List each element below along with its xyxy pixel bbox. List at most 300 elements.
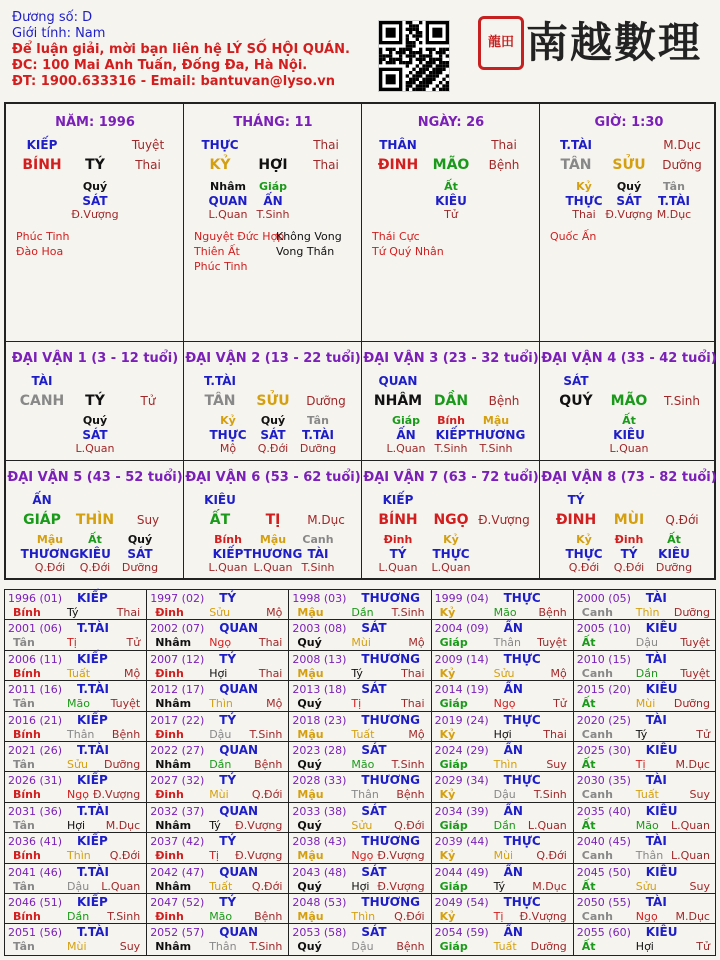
year-stage: Đ.Vượng [519,910,567,923]
hidden-stem: Ất [622,414,636,427]
year-god: SÁT [361,925,387,940]
year-cell [574,772,716,802]
hidden-stage: L.Quan [75,442,115,455]
year-chi: Tuất [67,666,91,680]
pillar-stage: Thai [135,158,161,172]
daivan-stage: T.Sinh [664,394,700,408]
daivan-top-god: QUAN [378,374,418,388]
year-cell [289,864,431,894]
year-label: 2005 (10) [576,622,631,636]
daivan-can: NHÂM [373,393,423,409]
hidden-stage: L.Quan [386,442,426,455]
daivan-top-god: TÝ [567,493,585,507]
hidden-stem: Kỷ [576,533,592,546]
year-chi: Thân [493,636,521,650]
hidden-stage: T.Sinh [434,442,468,455]
year-cell [289,620,431,650]
year-label: 2034 (39) [434,804,489,818]
year-cell [147,864,289,894]
hidden-stem: Giáp [258,180,288,193]
year-label: 2043 (48) [292,865,347,879]
pillar-can: BÍNH [22,157,62,173]
year-cell [289,590,431,620]
hidden-stage: L.Quan [208,561,248,574]
year-stage: Q.Đới [251,879,283,893]
hidden-god: KIÊU [435,194,467,208]
pillar-top-stage: Tuyệt [131,138,165,152]
pillar-top-god: THÂN [379,138,417,152]
year-god: T.TÀI [77,621,109,636]
year-chi: Thìn [67,849,91,863]
hidden-stage: Mộ [219,442,237,455]
year-stage: M.Dục [675,758,710,771]
year-stage: L.Quan [527,818,567,832]
year-chi: Mùi [351,636,371,650]
star-label: Tứ Quý Nhân [372,245,444,258]
daivan-title: ĐẠI VẬN 6 (53 - 62 tuổi) [185,470,361,485]
year-cell [5,681,147,711]
daivan-can: QUÝ [559,393,593,409]
year-can: Nhâm [155,879,192,893]
header-line: Để luận giải, mời bạn liên hệ LÝ SỐ HỘI QUÁN. [12,42,350,57]
year-label: 1997 (02) [150,592,205,605]
year-can: Mậu [297,727,324,741]
year-cell [5,924,147,954]
daivan-stage: Bệnh [488,394,520,408]
year-chi: Tị [67,636,77,650]
year-can: Canh [581,666,613,680]
year-label: 2025 (30) [576,744,631,757]
year-label: 2018 (23) [292,713,347,727]
star-label: Quốc Ấn [550,230,597,243]
hidden-god: T.TÀI [658,194,690,208]
year-stage: Bệnh [254,758,283,771]
year-cell [432,742,574,772]
star-label: Thái Cực [372,230,420,243]
daivan-chi: DẦN [433,393,469,409]
daivan-chi: TỊ [265,512,281,528]
year-stage: Suy [119,940,141,954]
year-cell [147,620,289,650]
hidden-stage: T.Sinh [301,561,335,574]
year-can: Quý [297,940,322,954]
year-label: 2001 (06) [8,622,63,636]
year-label: 2036 (41) [8,835,63,849]
year-cell [147,772,289,802]
pillar-stage: Dưỡng [662,158,702,172]
year-can: Kỷ [439,910,456,923]
year-god: QUAN [219,621,259,636]
star-label: Nguyệt Đức Hợp [194,230,285,243]
hidden-stage: M.Dục [656,208,692,221]
year-label: 2039 (44) [434,835,489,849]
daivan-stage: Dưỡng [306,394,346,408]
year-chi: Tuất [351,727,375,741]
year-label: 2052 (57) [150,926,205,940]
hidden-stem: Bính [214,533,242,546]
hidden-stage: Đ.Vượng [71,208,119,221]
year-cell [574,833,716,863]
year-stage: Suy [689,788,710,802]
year-label: 2019 (24) [434,713,489,727]
year-can: Đinh [155,606,184,619]
year-label: 2040 (45) [576,835,631,849]
year-can: Giáp [439,697,468,711]
year-can: Ất [581,879,596,893]
hidden-stem: Mậu [259,533,287,546]
chart-cell [362,342,540,461]
hidden-stage: Q.Đới [79,561,111,574]
year-god: THƯƠNG [361,651,421,666]
year-stage: Tuyệt [680,666,710,680]
year-chi: Dậu [635,636,658,650]
year-god: T.TÀI [77,925,109,940]
year-stage: T.Sinh [533,788,567,802]
hidden-stem: Ất [444,180,458,193]
year-can: Nhâm [155,636,192,650]
year-stage: Tuyệt [537,636,567,650]
year-label: 2017 (22) [150,713,205,727]
year-label: 2013 (18) [292,683,347,697]
hidden-god: THỰC [209,428,247,442]
year-cell [5,864,147,894]
year-can: Kỷ [439,788,456,802]
daivan-can: GIÁP [23,512,61,528]
hidden-stem: Đinh [383,533,413,546]
year-stage: Q.Đới [251,788,283,802]
year-cell [574,590,716,620]
year-cell [5,803,147,833]
year-can: Kỷ [439,666,456,680]
hidden-god: THƯƠNG [243,547,303,561]
pillar-stage: Thai [313,158,339,172]
year-can: Kỷ [439,727,456,741]
header-line: Giới tính: Nam [12,26,106,41]
hidden-stage: Thai [572,208,596,221]
hidden-stage: Đ.Vượng [605,208,653,221]
hidden-stem: Canh [302,533,334,546]
year-chi: Mão [209,910,233,923]
year-god: THƯƠNG [361,834,421,849]
year-chi: Tuất [493,940,517,954]
qr-code-icon [378,20,450,92]
year-can: Đinh [155,849,184,863]
chart-cell [540,461,716,580]
year-stage: Mộ [266,606,283,619]
seal-stamp: 龍田 [478,16,524,70]
year-can: Giáp [439,818,468,832]
year-can: Đinh [155,788,184,802]
year-cell [574,651,716,681]
year-cell [432,864,574,894]
chart-cell [6,104,184,342]
year-stage: M.Dục [675,910,710,923]
year-label: 2044 (49) [434,865,489,879]
year-god: THƯƠNG [361,773,421,788]
year-can: Bính [13,727,41,741]
hidden-stage: Q.Đới [568,561,600,574]
year-chi: Mùi [67,940,87,954]
year-can: Bính [13,910,41,923]
year-stage: Thai [543,727,567,741]
daivan-title: ĐẠI VẬN 2 (13 - 22 tuổi) [185,351,361,366]
pillar-chi: TÝ [85,157,105,173]
chart-cell [540,104,716,342]
year-can: Kỷ [439,849,456,863]
pillar-stage: Bệnh [488,158,520,172]
pillar-title: GIỜ: 1:30 [594,115,664,130]
year-can: Quý [297,636,322,650]
pillar-title: THÁNG: 11 [233,115,313,130]
year-stage: Q.Đới [394,910,425,923]
hidden-god: TÝ [389,547,407,561]
year-can: Bính [13,606,41,619]
year-can: Bính [13,666,41,680]
year-can: Quý [297,758,322,771]
year-chi: Thân [209,940,237,954]
year-can: Ất [581,758,596,771]
year-can: Ất [581,697,596,711]
year-can: Tân [13,818,35,832]
daivan-can: CANH [19,393,65,409]
year-god: QUAN [219,743,259,757]
pillar-top-god: KIẾP [26,138,58,152]
year-can: Đinh [155,910,184,923]
hidden-god: TÀI [307,547,329,561]
daivan-top-god: T.TÀI [204,374,236,388]
year-cell [289,712,431,742]
star-label: Đào Hoa [16,245,64,258]
year-cell [289,772,431,802]
year-can: Ất [581,636,596,650]
chart-cell [184,342,362,461]
year-can: Nhâm [155,818,192,832]
hidden-god: SÁT [82,194,108,208]
year-stage: Đ.Vượng [377,849,425,863]
year-label: 2048 (53) [292,896,347,909]
year-chi: Tuất [209,879,233,893]
year-chi: Thìn [493,758,518,771]
year-can: Mậu [297,788,324,802]
year-chi: Mão [493,606,517,619]
hidden-stem: Quý [82,180,108,193]
hidden-god: KIẾP [435,428,467,442]
year-chi: Tý [67,606,79,619]
year-cell [5,651,147,681]
daivan-top-god: KIẾP [382,493,414,507]
pillar-chi: SỬU [612,157,646,173]
year-label: 2038 (43) [292,835,347,849]
year-label: 2007 (12) [150,652,205,666]
hidden-stem: Quý [616,180,642,193]
hidden-stem: Quý [82,414,108,427]
year-can: Mậu [297,666,324,680]
year-chi: Tị [351,697,362,711]
year-label: 2016 (21) [8,713,63,727]
year-cell [432,590,574,620]
year-stage: Mộ [550,666,567,680]
daivan-chi: THÌN [75,512,115,528]
year-cell [5,833,147,863]
year-cell [147,924,289,954]
hidden-god: THƯƠNG [466,428,526,442]
hidden-god: KIÊU [613,428,645,442]
hidden-stem: Quý [260,414,286,427]
year-god: TÀI [645,591,667,605]
year-god: TÝ [219,712,237,727]
year-label: 2050 (55) [576,896,631,909]
year-god: KIÊU [645,621,678,636]
year-cell [574,712,716,742]
year-can: Bính [13,788,41,802]
year-can: Ất [581,818,596,832]
year-can: Quý [297,879,322,893]
chart-cell [6,461,184,580]
year-can: Canh [581,727,613,741]
year-cell [5,894,147,924]
year-god: TÀI [645,651,667,666]
year-can: Giáp [439,636,468,650]
hidden-stem: Đinh [614,533,644,546]
chart-cell [184,104,362,342]
year-can: Tân [13,940,35,954]
year-god: QUAN [219,682,259,697]
year-god: T.TÀI [77,682,109,697]
year-stage: Tuyệt [680,636,710,650]
year-chi: Ngọ [493,697,516,711]
year-stage: Tử [126,636,141,650]
hidden-stem: Mậu [482,414,510,427]
year-label: 2020 (25) [576,713,631,727]
year-can: Đinh [155,727,184,741]
year-cell [5,620,147,650]
year-label: 2037 (42) [150,835,205,849]
year-stage: Dưỡng [104,758,141,771]
year-label: 2006 (11) [8,652,63,666]
daivan-top-god: KIÊU [204,493,236,507]
year-chi: Sửu [635,879,657,893]
year-chi: Hợi [635,940,654,954]
year-chi: Mùi [209,788,229,802]
year-god: ẤN [503,743,523,757]
year-can: Đinh [155,666,184,680]
year-god: QUAN [219,864,259,879]
year-label: 2021 (26) [8,744,63,757]
year-label: 2011 (16) [8,683,63,697]
year-cell [289,803,431,833]
year-chi: Hợi [493,727,512,741]
year-cell [574,742,716,772]
year-stage: Thai [258,666,283,680]
year-god: TÝ [219,895,237,909]
year-label: 2045 (50) [576,865,631,879]
year-chi: Tý [635,727,648,741]
daivan-stage: Suy [136,513,160,527]
year-stage: Dưỡng [673,606,710,619]
year-cell [5,712,147,742]
star-label: Vong Thần [276,245,335,258]
daivan-title: ĐẠI VẬN 4 (33 - 42 tuổi) [541,351,717,366]
hidden-god: THƯƠNG [20,547,80,561]
year-label: 2015 (20) [576,683,631,697]
year-label: 2053 (58) [292,926,347,940]
pillar-can: ĐINH [377,157,419,173]
year-label: 2029 (34) [434,774,489,788]
year-cell [147,803,289,833]
year-chi: Ngọ [67,788,89,802]
year-god: TÀI [645,834,667,849]
year-cell [574,894,716,924]
pillar-top-god: THỰC [201,138,239,152]
year-god: SÁT [361,864,387,879]
year-chi: Dậu [351,940,374,954]
hidden-stem: Ất [667,533,681,546]
hidden-stem: Kỷ [443,533,459,546]
year-label: 2014 (19) [434,683,489,697]
hidden-stage: L.Quan [378,561,418,574]
hidden-stage: T.Sinh [256,208,290,221]
hidden-stage: L.Quan [431,561,471,574]
star-label: Thiên Ất [194,245,240,258]
year-stage: Mộ [123,666,141,680]
hidden-stem: Kỷ [220,414,236,427]
year-god: THỰC [503,834,541,849]
year-label: 2042 (47) [150,865,205,879]
year-stage: Mộ [266,697,283,711]
year-cell [574,924,716,954]
year-cell [432,833,574,863]
year-cell [147,894,289,924]
year-chi: Ngọ [635,910,658,923]
daivan-title: ĐẠI VẬN 8 (73 - 82 tuổi) [541,470,717,485]
daivan-title: ĐẠI VẬN 7 (63 - 72 tuổi) [363,470,539,485]
year-chi: Tị [493,910,504,923]
year-stage: Q.Đới [394,818,425,832]
hidden-god: KIÊU [79,547,111,561]
year-cell [574,620,716,650]
year-stage: T.Sinh [249,940,283,954]
year-stage: Q.Đới [109,849,141,863]
pillar-top-god: T.TÀI [560,138,592,152]
year-cell [432,681,574,711]
year-god: SÁT [361,682,387,697]
year-can: Mậu [297,910,324,923]
year-god: SÁT [361,621,387,636]
year-cell [147,651,289,681]
year-stage: Tử [696,727,710,741]
daivan-stage: M.Dục [307,513,345,527]
hidden-stage: Dưỡng [121,561,159,574]
year-chi: Ngọ [351,849,374,863]
year-cell [574,681,716,711]
year-label: 2024 (29) [434,744,489,757]
year-cell [432,803,574,833]
year-cell [5,772,147,802]
year-label: 2027 (32) [150,774,205,788]
hidden-god: SÁT [616,194,642,208]
pillar-chi: MÃO [432,157,470,173]
chart-grid [4,102,716,580]
year-can: Tân [13,636,35,650]
pillar-chi: HỢI [258,157,288,173]
header-line: ĐT: 1900.633316 - Email: bantuvan@lyso.vn [12,74,336,89]
hidden-god: SÁT [260,428,286,442]
year-can: Tân [13,697,35,711]
year-table [4,589,716,956]
year-cell [5,742,147,772]
daivan-can: TÂN [204,393,236,409]
hidden-stem: Nhâm [210,180,246,193]
